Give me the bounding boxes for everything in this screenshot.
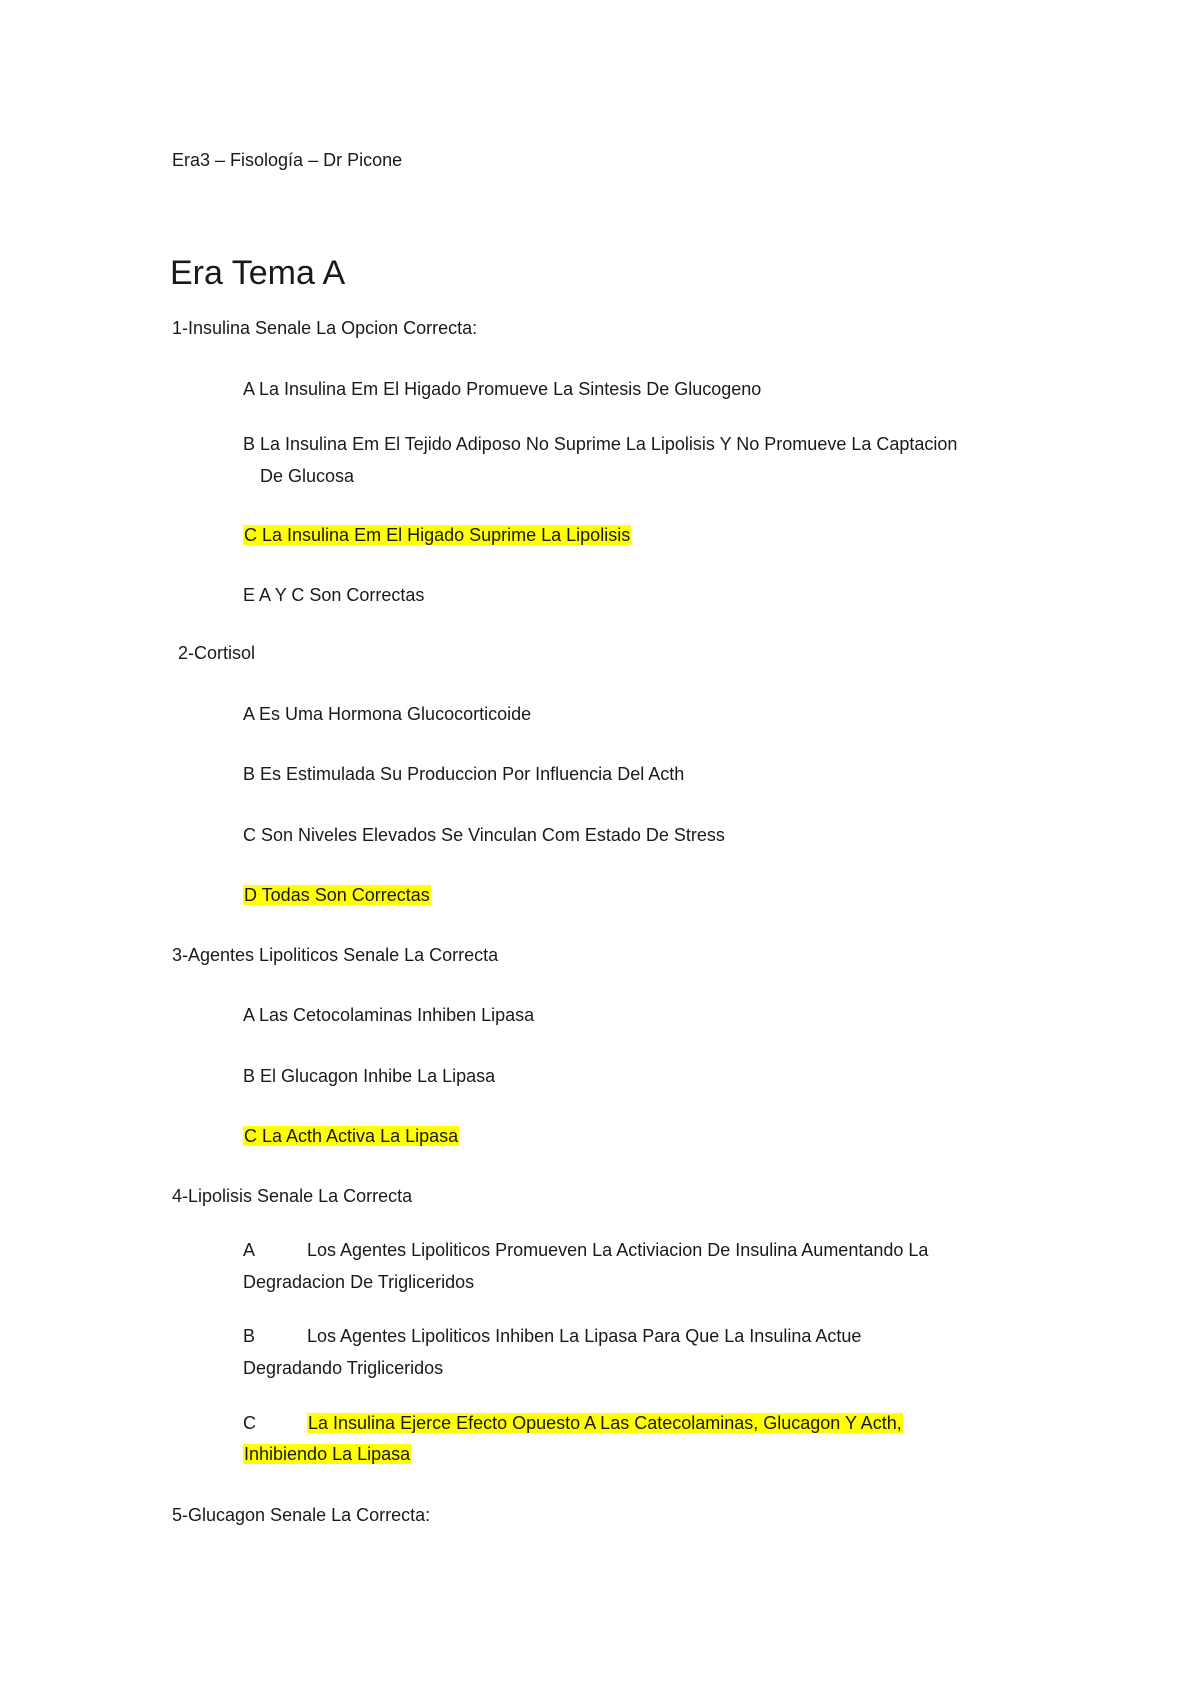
page-title: Era Tema A [170,254,346,292]
question-3-option-c-highlighted [243,1123,459,1149]
highlighted-answer-continuation: Inhibiendo La Lipasa [244,1444,411,1464]
question-2-option-c: C Son Niveles Elevados Se Vinculan Com Estado De Stress [243,825,725,845]
question-2-option-d-highlighted [243,882,431,908]
question-3-prompt: 3-Agentes Lipoliticos Senale La Correcta [172,945,499,965]
question-1-option-e: E A Y C Son Correctas [243,585,425,605]
option-text: Los Agentes Lipoliticos Inhiben La Lipasa Para Que La Insulina Actue [307,1326,862,1346]
question-3-option-b: B El Glucagon Inhibe La Lipasa [243,1066,496,1086]
highlighted-answer: C La Insulina Em El Higado Suprime La Lipolisis [244,525,631,545]
highlighted-answer: D Todas Son Correctas [244,885,430,905]
question-1-option-a: A La Insulina Em El Higado Promueve La Sintesis De Glucogeno [243,379,762,399]
question-4-option-a-continuation: Degradacion De Trigliceridos [243,1272,475,1292]
option-letter: C [243,1413,256,1433]
question-2-prompt: 2-Cortisol [178,643,256,663]
question-5-prompt: 5-Glucagon Senale La Correcta: [172,1505,431,1525]
question-1-option-c-highlighted [243,522,631,548]
question-2-option-a: A Es Uma Hormona Glucocorticoide [243,704,532,724]
highlighted-answer: C La Acth Activa La Lipasa [244,1126,459,1146]
question-1-option-b: B La Insulina Em El Tejido Adiposo No Suprime La Lipolisis Y No Promueve La Captacion [243,434,958,454]
question-2-option-b: B Es Estimulada Su Produccion Por Influencia Del Acth [243,764,685,784]
question-3-option-a: A Las Cetocolaminas Inhiben Lipasa [243,1005,535,1025]
question-4-option-b [243,1323,861,1349]
option-letter: A [243,1240,256,1260]
question-4-prompt: 4-Lipolisis Senale La Correcta [172,1186,413,1206]
question-1-option-b-continuation: De Glucosa [260,466,355,486]
question-4-option-c-highlighted [243,1410,903,1436]
course-header: Era3 – Fisología – Dr Picone [172,150,403,170]
question-1-prompt: 1-Insulina Senale La Opcion Correcta: [172,318,478,338]
question-4-option-a [243,1237,928,1263]
question-4-option-c-continuation-highlighted [243,1441,411,1467]
highlighted-answer: La Insulina Ejerce Efecto Opuesto A Las Catecolaminas, Glucagon Y Acth, [308,1413,902,1433]
option-text: Los Agentes Lipoliticos Promueven La Activiacion De Insulina Aumentando La [307,1240,929,1260]
question-4-option-b-continuation: Degradando Trigliceridos [243,1358,444,1378]
option-letter: B [243,1326,256,1346]
